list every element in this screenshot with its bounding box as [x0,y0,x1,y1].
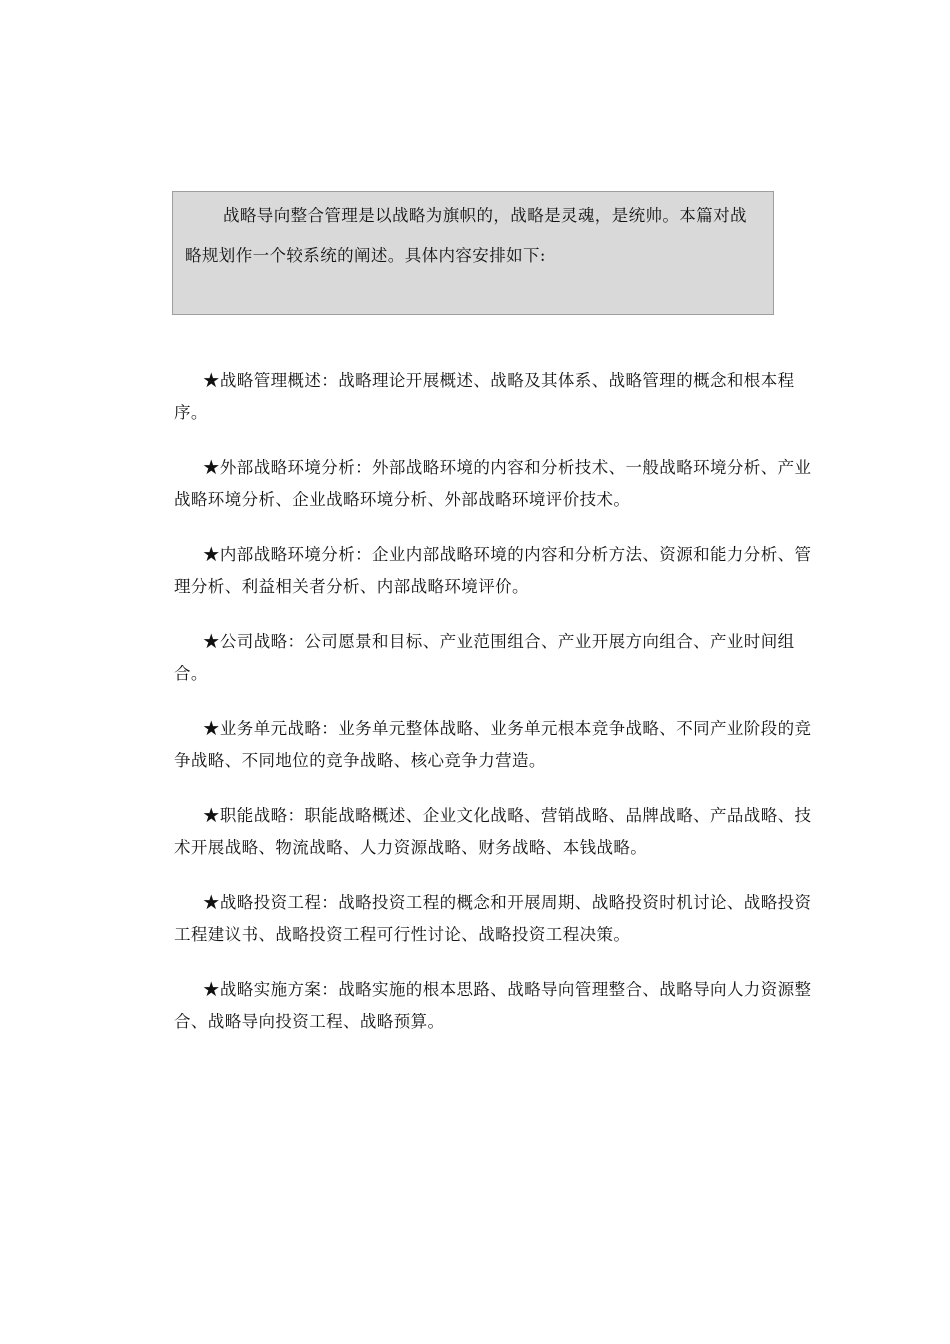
section-strategy-implementation-plan: ★战略实施方案：战略实施的根本思路、战略导向管理整合、战略导向人力资源整合、战略导向投资工程、战略预算。 [174,980,812,1031]
section-internal-environment-analysis: ★内部战略环境分析：企业内部战略环境的内容和分析方法、资源和能力分析、管理分析、利益相关者分析、内部战略环境评价。 [174,545,812,596]
section-functional-strategy: ★职能战略：职能战略概述、企业文化战略、营销战略、品牌战略、产品战略、技术开展战略、物流战略、人力资源战略、财务战略、本钱战略。 [174,806,812,857]
section-business-unit-strategy: ★业务单元战略：业务单元整体战略、业务单元根本竞争战略、不同产业阶段的竞争战略、不同地位的竞争战略、核心竞争力营造。 [174,719,812,770]
intro-text: 战略导向整合管理是以战略为旗帜的，战略是灵魂，是统帅。本篇对战略规划作一个较系统的阐述。具体内容安排如下: [185,206,747,265]
section-strategic-management-overview: ★战略管理概述：战略理论开展概述、战略及其体系、战略管理的概念和根本程序。 [174,371,795,422]
section-corporate-strategy: ★公司战略：公司愿景和目标、产业范围组合、产业开展方向组合、产业时间组合。 [174,632,795,683]
section-strategic-investment-project: ★战略投资工程：战略投资工程的概念和开展周期、战略投资时机讨论、战略投资工程建议书、战略投资工程可行性讨论、战略投资工程决策。 [174,893,812,944]
intro-box [172,191,774,315]
section-external-environment-analysis: ★外部战略环境分析：外部战略环境的内容和分析技术、一般战略环境分析、产业战略环境分析、企业战略环境分析、外部战略环境评价技术。 [174,458,812,509]
section-list [174,365,814,1061]
